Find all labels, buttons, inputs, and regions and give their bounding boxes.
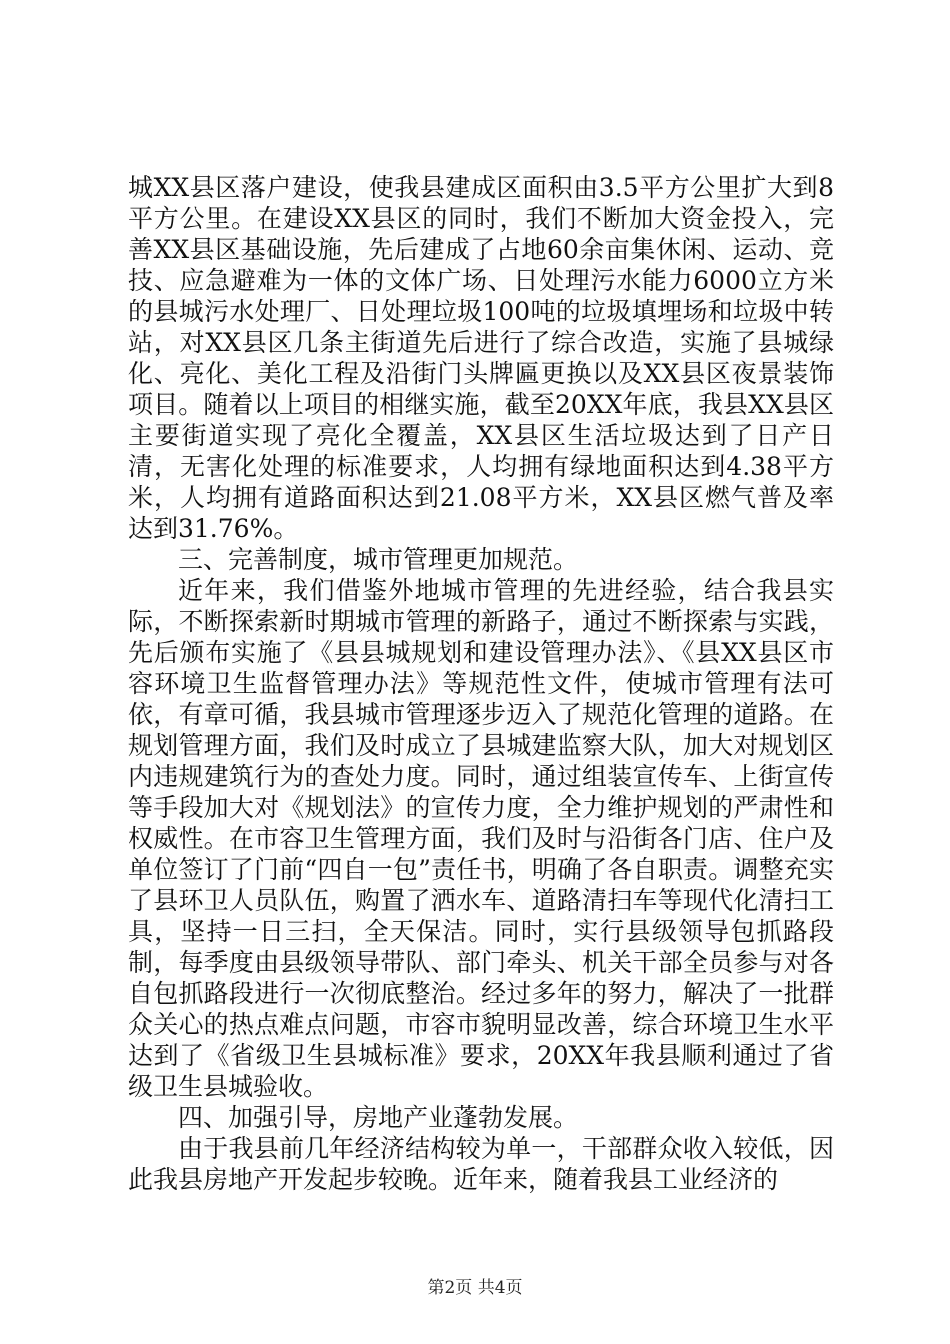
section-heading-4: 四、加强引导，房地产业蓬勃发展。 bbox=[178, 1103, 579, 1132]
paragraph-1: 城XX县区落户建设，使我县建成区面积由3.5平方公里扩大到8平方公里。在建设XX县区的同时，我们不断加大资金投入，完善XX县区基础设施，先后建成了占地60余亩集休闲、运动、竞技、应急避难为一体的文体广场、日处理污水能力6000立方米的县城污水处理厂、日处理垃圾100吨的垃圾填埋场和垃圾中转站，对XX县区几条主街道先后进行了综合改造，实施了县城绿化、亮化、美化工程及沿街门头牌匾更换以及XX县区夜景装饰项目。随着以上项目的相继实施，截至20XX年底，我县XX县区主要街道实现了亮化全覆盖，XX县区生活垃圾达到了日产日清，无害化处理的标准要求，人均拥有绿地面积达到4.38平方米，人均拥有道路面积达到21.08平方米，XX县区燃气普及率达到31.76%。 bbox=[128, 173, 834, 543]
page-number-footer: 第2页 共4页 bbox=[427, 1278, 523, 1298]
section-heading-3: 三、完善制度，城市管理更加规范。 bbox=[178, 545, 579, 574]
document-body bbox=[128, 172, 834, 1195]
paragraph-5: 由于我县前几年经济结构较为单一，干部群众收入较低，因此我县房地产开发起步较晚。近年来，随着我县工业经济的 bbox=[128, 1134, 834, 1194]
paragraph-3: 近年来，我们借鉴外地城市管理的先进经验，结合我县实际，不断探索新时期城市管理的新路子，通过不断探索与实践，先后颁布实施了《县县城规划和建设管理办法》、《县XX县区市容环境卫生监督管理办法》等规范性文件，使城市管理有法可依，有章可循，我县城市管理逐步迈入了规范化管理的道路。在规划管理方面，我们及时成立了县城建监察大队，加大对规划区内违规建筑行为的查处力度。同时，通过组装宣传车、上街宣传等手段加大对《规划法》的宣传力度，全力维护规划的严肃性和权威性。在市容卫生管理方面，我们及时与沿街各门店、住户及单位签订了门前“四自一包”责任书，明确了各自职责。调整充实了县环卫人员队伍，购置了洒水车、道路清扫车等现代化清扫工具，坚持一日三扫，全天保洁。同时，实行县级领导包抓路段制，每季度由县级领导带队、部门牵头、机关干部全员参与对各自包抓路段进行一次彻底整治。经过多年的努力，解决了一批群众关心的热点难点问题，市容市貌明显改善，综合环境卫生水平达到了《省级卫生县城标准》要求，20XX年我县顺利通过了省级卫生县城验收。 bbox=[128, 576, 834, 1101]
